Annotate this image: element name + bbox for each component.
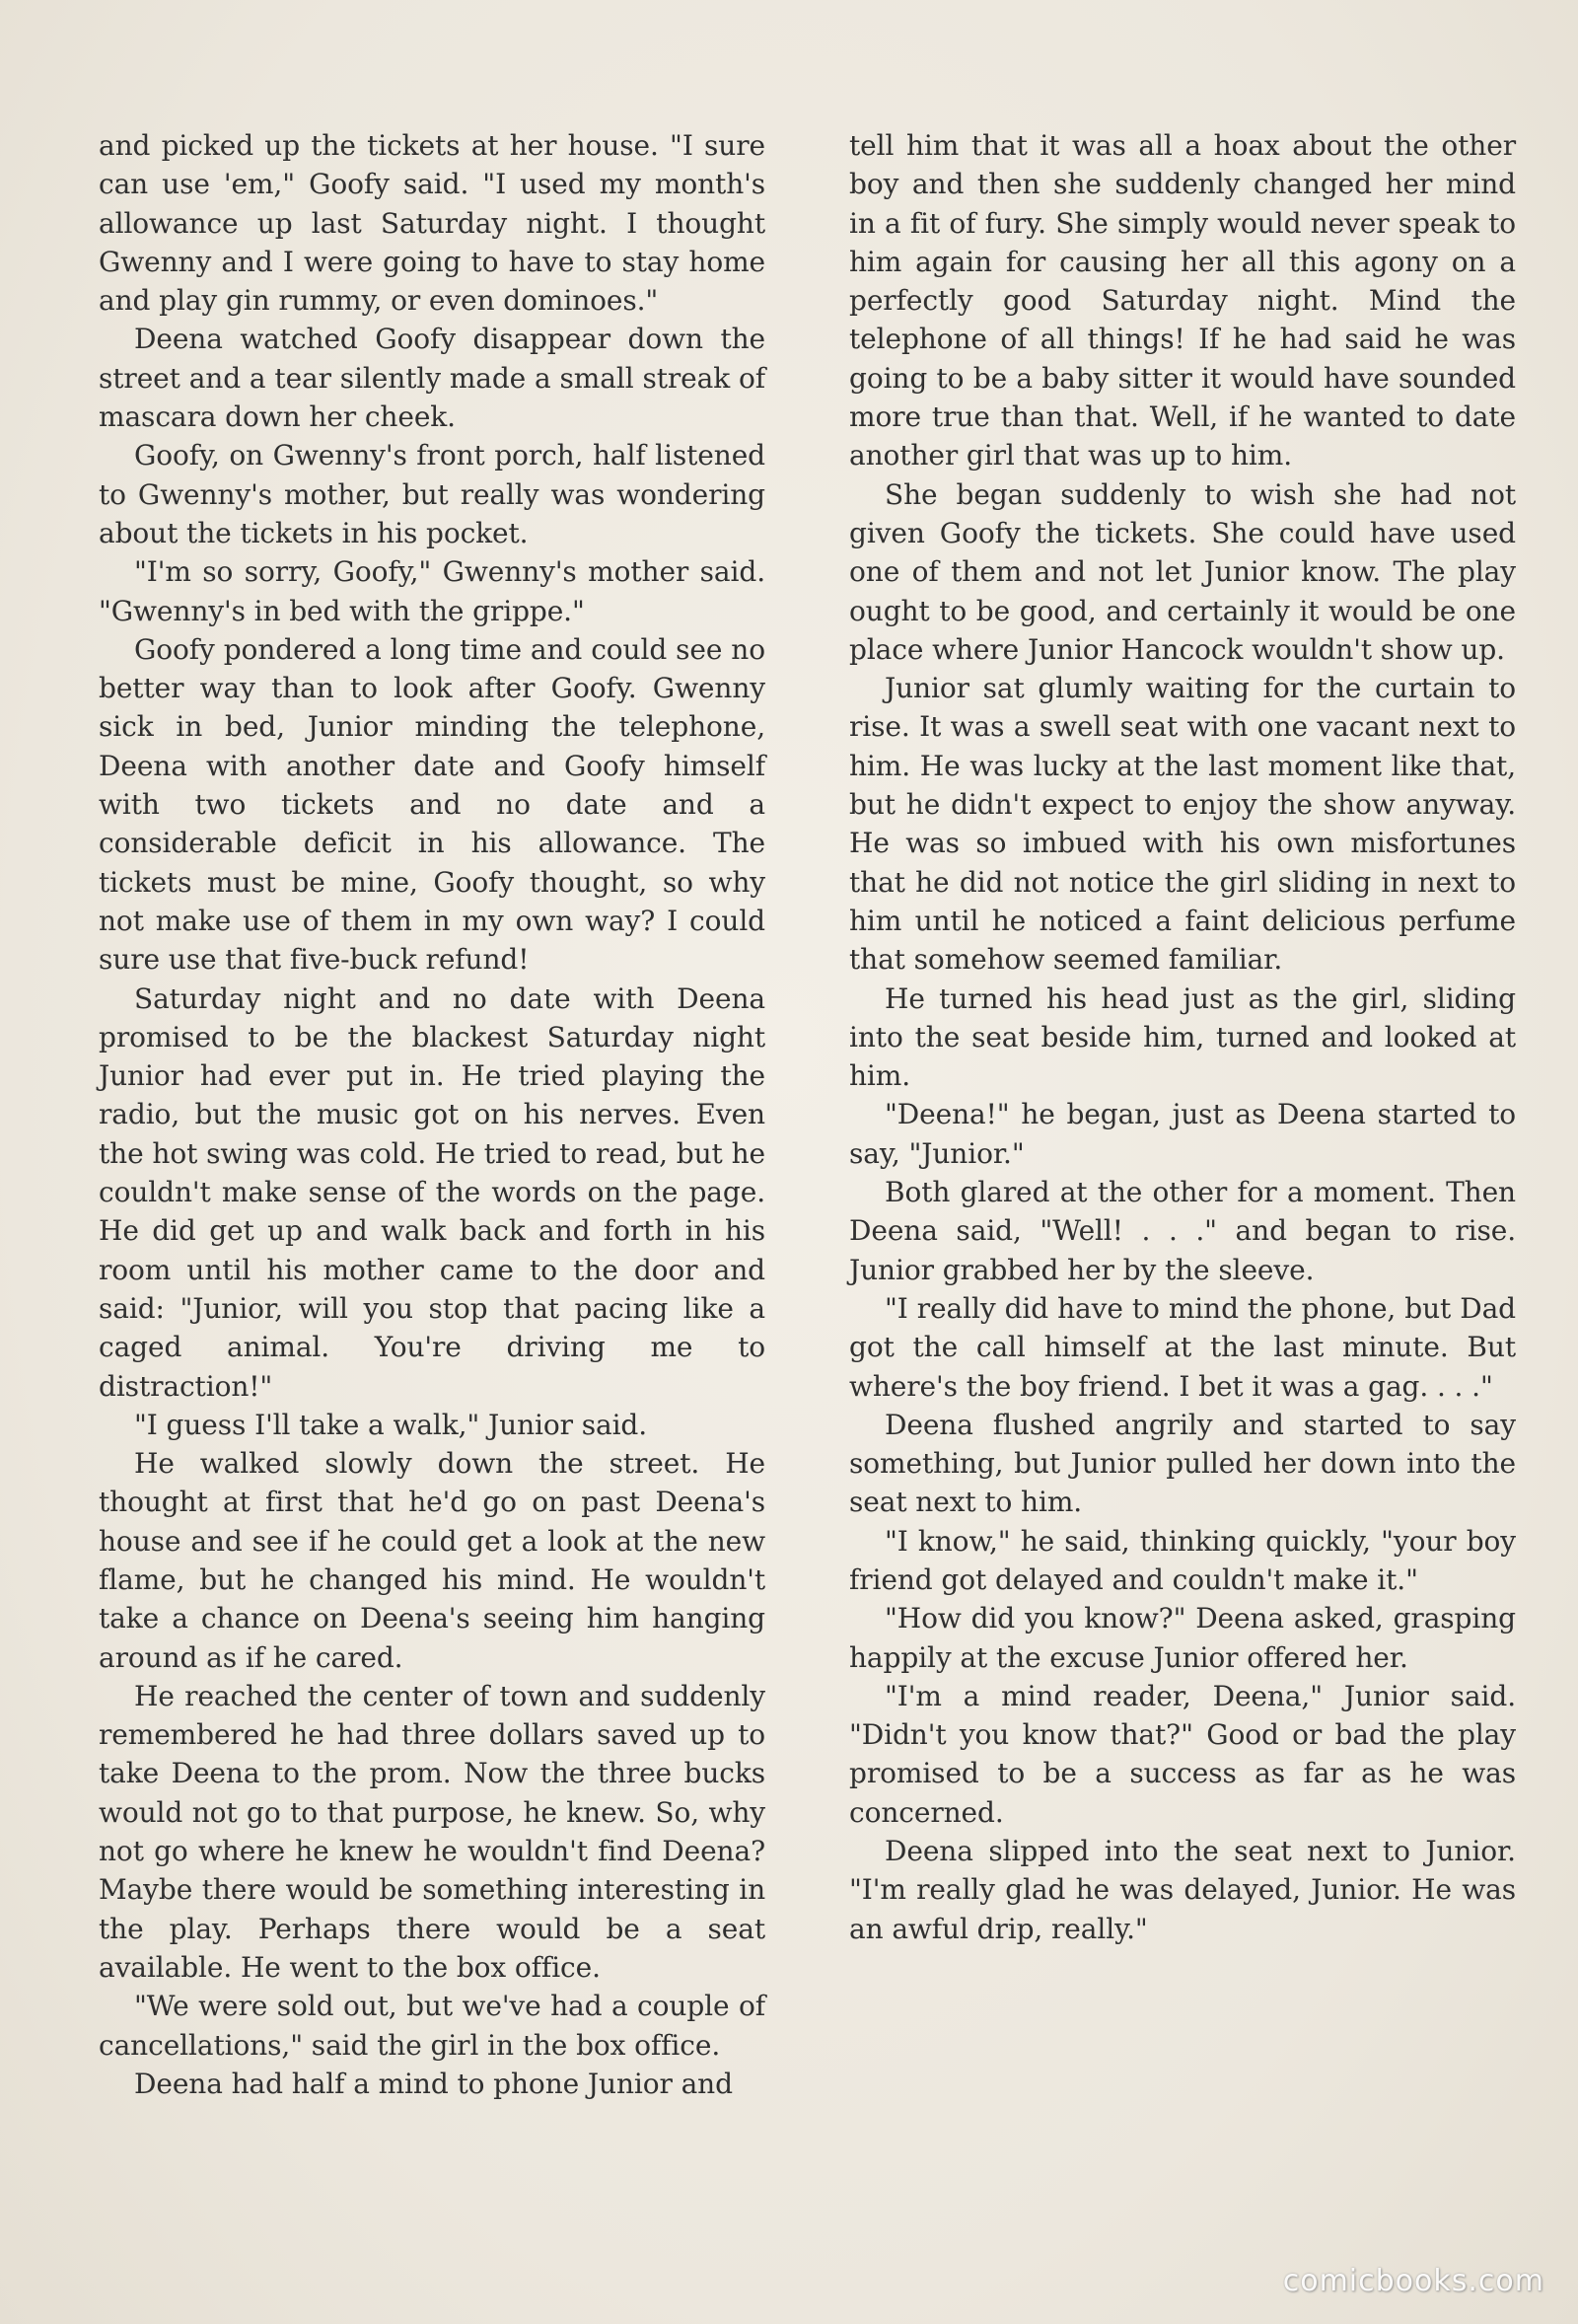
paragraph: Deena slipped into the seat next to Junior. "I'm really glad he was delayed, Junior. He was an awful drip, really." bbox=[849, 1835, 1516, 1945]
paragraph: Deena watched Goofy disappear down the street and a tear silently made a small streak of mascara down her cheek. bbox=[99, 323, 765, 434]
paragraph: "I'm so sorry, Goofy," Gwenny's mother said. "Gwenny's in bed with the grippe." bbox=[99, 555, 765, 627]
paragraph: "How did you know?" Deena asked, grasping happily at the excuse Junior offered her. bbox=[849, 1602, 1516, 1674]
paragraph: "I know," he said, thinking quickly, "your boy friend got delayed and couldn't make it." bbox=[849, 1524, 1516, 1596]
paragraph: He reached the center of town and suddenly remembered he had three dollars saved up to take Deena to the prom. Now the three bucks would not go to that purpose, he knew. So, why not go where he knew he wouldn't find Deena? Maybe there would be something interesting in the play. Perhaps there would be a seat available. He went to the box office. bbox=[99, 1679, 765, 1984]
paragraph: "Deena!" he began, just as Deena started to say, "Junior." bbox=[849, 1098, 1516, 1170]
paragraph: She began suddenly to wish she had not given Goofy the tickets. She could have used one of them and not let Junior know. The play ought to be good, and certainly it would be one place where Junior Hancock wouldn't show up. bbox=[849, 477, 1516, 666]
paragraph: Deena flushed angrily and started to say something, but Junior pulled her down into the seat next to him. bbox=[849, 1408, 1516, 1519]
paragraph: tell him that it was all a hoax about the other boy and then she suddenly changed her mind in a fit of fury. She simply would never speak to him again for causing her all this agony on a perfectly good Saturday night. Mind the telephone of all things! If he had said he was going to be a baby sitter it would have sounded more true than that. Well, if he wanted to date another girl that was up to him. bbox=[849, 129, 1516, 472]
paragraph: "I'm a mind reader, Deena," Junior said. "Didn't you know that?" Good or bad the play promised to be a success as far as he was concerned. bbox=[849, 1679, 1516, 1829]
paragraph: "I guess I'll take a walk," Junior said. bbox=[134, 1408, 648, 1441]
paragraph: "We were sold out, but we've had a couple of cancellations," said the girl in the box office. bbox=[99, 1990, 765, 2062]
paragraph: Junior sat glumly waiting for the curtain to rise. It was a swell seat with one vacant next to him. He was lucky at the last moment like that, but he didn't expect to enjoy the show anyway. He was so imbued with his own misfortunes that he did not notice the girl sliding in next to him until he noticed a faint delicious perfume that somehow seemed familiar. bbox=[849, 672, 1516, 977]
watermark: comicbooks.com bbox=[1282, 2264, 1544, 2298]
paragraph: Saturday night and no date with Deena promised to be the blackest Saturday night Junior had ever put in. He tried playing the radio, but the music got on his nerves. Even the hot swing was cold. He tried to read, but he couldn't make sense of the words on the page. He did get up and walk back and forth in his room until his mother came to the door and said: "Junior, will you stop that pacing like a caged animal. You're driving me to distraction!" bbox=[99, 981, 765, 1403]
paragraph: "I really did have to mind the phone, but Dad got the call himself at the last minute. But where's the boy friend. I bet it was a gag. . . ." bbox=[849, 1291, 1516, 1403]
paragraph: Both glared at the other for a moment. Then Deena said, "Well! . . ." and began to rise. Junior grabbed her by the sleeve. bbox=[849, 1176, 1516, 1286]
right-column bbox=[849, 126, 1516, 1948]
left-column bbox=[99, 126, 765, 2103]
paragraph: and picked up the tickets at her house. "I sure can use 'em," Goofy said. "I used my month's allowance up last Saturday night. I thought Gwenny and I were going to have to stay home and play gin rummy, or even dominoes." bbox=[99, 129, 765, 318]
paragraph: Goofy, on Gwenny's front porch, half listened to Gwenny's mother, but really was wondering about the tickets in his pocket. bbox=[99, 439, 765, 549]
paragraph: Deena had half a mind to phone Junior and bbox=[134, 2067, 733, 2100]
paragraph: He turned his head just as the girl, sliding into the seat beside him, turned and looked at him. bbox=[849, 981, 1516, 1093]
paragraph: He walked slowly down the street. He thought at first that he'd go on past Deena's house and see if he could get a look at the new flame, but he changed his mind. He wouldn't take a chance on Deena's seeing him hanging around as if he cared. bbox=[99, 1447, 765, 1674]
paragraph: Goofy pondered a long time and could see no better way than to look after Goofy. Gwenny sick in bed, Junior minding the telephone, Deena with another date and Goofy himself with two tickets and no date and a considerable deficit in his allowance. The tickets must be mine, Goofy thought, so why not make use of them in my own way? I could sure use that five-buck refund! bbox=[99, 632, 765, 977]
